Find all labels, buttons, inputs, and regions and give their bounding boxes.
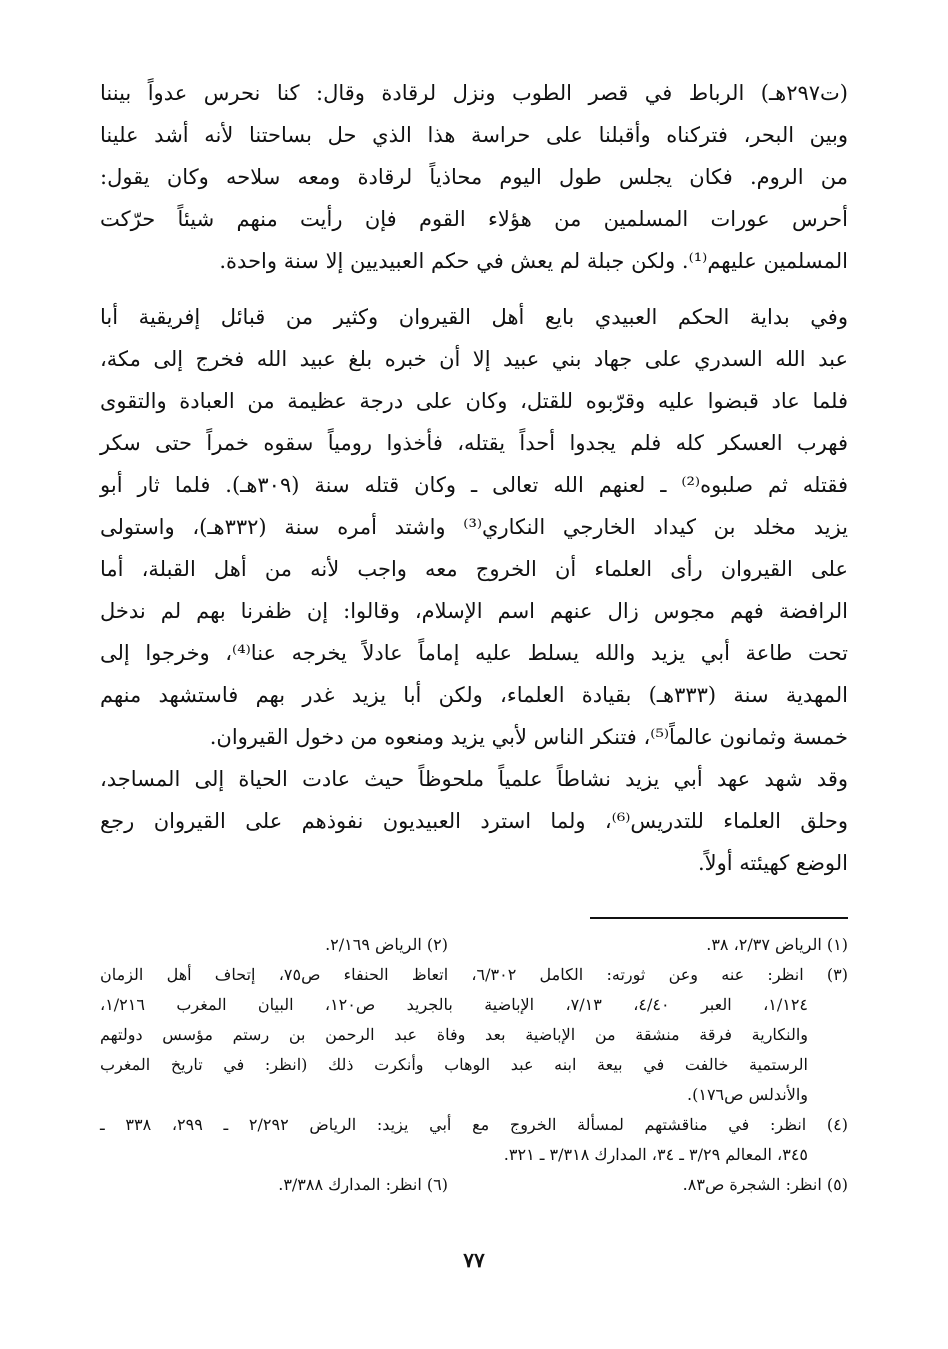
- footnote-line: (٣) انظر: عنه وعن ثورته: الكامل ٦/٣٠٢، اتعاظ الحنفاء ص٧٥، إتحاف أهل الزمان: [100, 965, 848, 984]
- text-line: على القيروان رأى العلماء أن الخروج معه واجب لأنه من أهل القبلة، أما: [100, 557, 848, 581]
- paragraph: [100, 72, 848, 282]
- footnotes: [100, 930, 848, 1200]
- text-line: فهرب العسكر كله فلم يجدوا أحداً يقتله، فأخذوا رومياً سقوه خمراً حتى سكر: [100, 431, 848, 455]
- footnote-line: (٤) انظر: في مناقشتهم لمسألة الخروج مع أبي يزيد: الرياض ٢/٢٩٢ ـ ٢٩٩، ٣٣٨ ـ: [100, 1115, 848, 1134]
- footnote-separator: [590, 917, 848, 919]
- footnote-line: والنكارية فرقة منشقة من الإباضية بعد وفاة عبد الرحمن بن رستم مؤسس دولتهم: [100, 1025, 808, 1044]
- text-line: الوضع كهيئته أولاً.: [697, 851, 848, 875]
- text-line: الرافضة فهم مجوس زال عنهم اسم الإسلام، وقالوا: إن ظفرنا بهم لم ندخل: [100, 599, 848, 623]
- text-line: عبد الله السدري على جهاد بني عبيد إلا أن خبره بلغ عبيد الله فخرج إلى مكة،: [100, 347, 848, 371]
- footnote-1: (١) الرياض ٢/٣٧، ٣٨.: [706, 935, 848, 954]
- footnote-row: [100, 930, 848, 960]
- footnote-5: (٥) انظر: الشجرة ص٨٣.: [682, 1175, 848, 1194]
- footnote-6: (٦) انظر: المدارك ٣/٣٨٨.: [278, 1175, 448, 1194]
- text-line: فقتله ثم صلبوه⁽²⁾ ـ لعنهم الله تعالى ـ وكان قتله سنة (٣٠٩هـ). فلما ثار أبو: [100, 473, 848, 497]
- text-line: من الروم. فكان يجلس طول اليوم محاذياً لرقادة ومعه سلاحه وكان يقول:: [100, 165, 848, 189]
- main-text: [100, 72, 848, 884]
- text-line: تحت طاعة أبي يزيد والله يسلط عليه إماماً عادلاً يخرجه عنا⁽⁴⁾، وخرجوا إلى: [100, 641, 848, 665]
- footnote-row: [100, 1170, 848, 1200]
- text-line: أحرس عورات المسلمين من هؤلاء القوم فإن رأيت منهم شيئاً حرّكت: [100, 207, 848, 231]
- footnote-3: [100, 960, 848, 1110]
- page-number: ٧٧: [463, 1248, 485, 1272]
- text-line: فلما عاد قبضوا عليه وقرّبوه للقتل، وكان على درجة عظيمة من العبادة والتقوى: [100, 389, 848, 413]
- footnote-line: الرستمية خالفت في بيعة ابنه عبد الوهاب وأنكرت ذلك (انظر: في تاريخ المغرب: [100, 1055, 808, 1074]
- footnote-line: والأندلس ص١٧٦).: [687, 1085, 808, 1104]
- paragraph: [100, 296, 848, 884]
- text-line: المسلمين عليهم⁽¹⁾. ولكن جبلة لم يعش في حكم العبيديين إلا سنة واحدة.: [219, 249, 848, 273]
- footnote-line: ٣٤٥، المعالم ٣/٢٩ ـ ٣٤، المدارك ٣/٣١٨ ـ ٣٢١.: [503, 1145, 808, 1164]
- footnote-line: ١/١٢٤، العبر ٤/٤٠، ٧/١٣، الإباضية بالجريد ص١٢٠، البيان المغرب ١/٢١٦،: [100, 995, 808, 1014]
- text-line: وقد شهد عهد أبي يزيد نشاطاً علمياً ملحوظاً حيث عادت الحياة إلى المساجد،: [100, 767, 848, 791]
- text-line: يزيد مخلد بن كيداد الخارجي النكاري⁽³⁾ واشتد أمره سنة (٣٣٢هـ)، واستولى: [100, 515, 848, 539]
- footnote-4: [100, 1110, 848, 1170]
- text-line: وبين البحر، فتركناه وأقبلنا على حراسة هذا الذي حل بساحتنا لأنه أشد علينا: [100, 123, 848, 147]
- text-line: خمسة وثمانون عالماً⁽⁵⁾، فتنكر الناس لأبي يزيد ومنعوه من دخول القيروان.: [209, 725, 848, 749]
- footnote-2: (٢) الرياض ٢/١٦٩.: [325, 935, 448, 954]
- text-line: وحلق العلماء للتدريس⁽⁶⁾، ولما استرد العبيديون نفوذهم على القيروان رجع: [100, 809, 848, 833]
- text-line: وفي بداية الحكم العبيدي بايع أهل القيروان وكثير من قبائل إفريقية أبا: [100, 305, 848, 329]
- text-line: المهدية سنة (٣٣٣هـ) بقيادة العلماء، ولكن أبا يزيد غدر بهم فاستشهد منهم: [100, 683, 848, 707]
- paragraph-spacer: [100, 282, 848, 296]
- text-line: (ت٢٩٧هـ) الرباط في قصر الطوب ونزل لرقادة وقال: كنا نحرس عدواً بيننا: [100, 81, 848, 105]
